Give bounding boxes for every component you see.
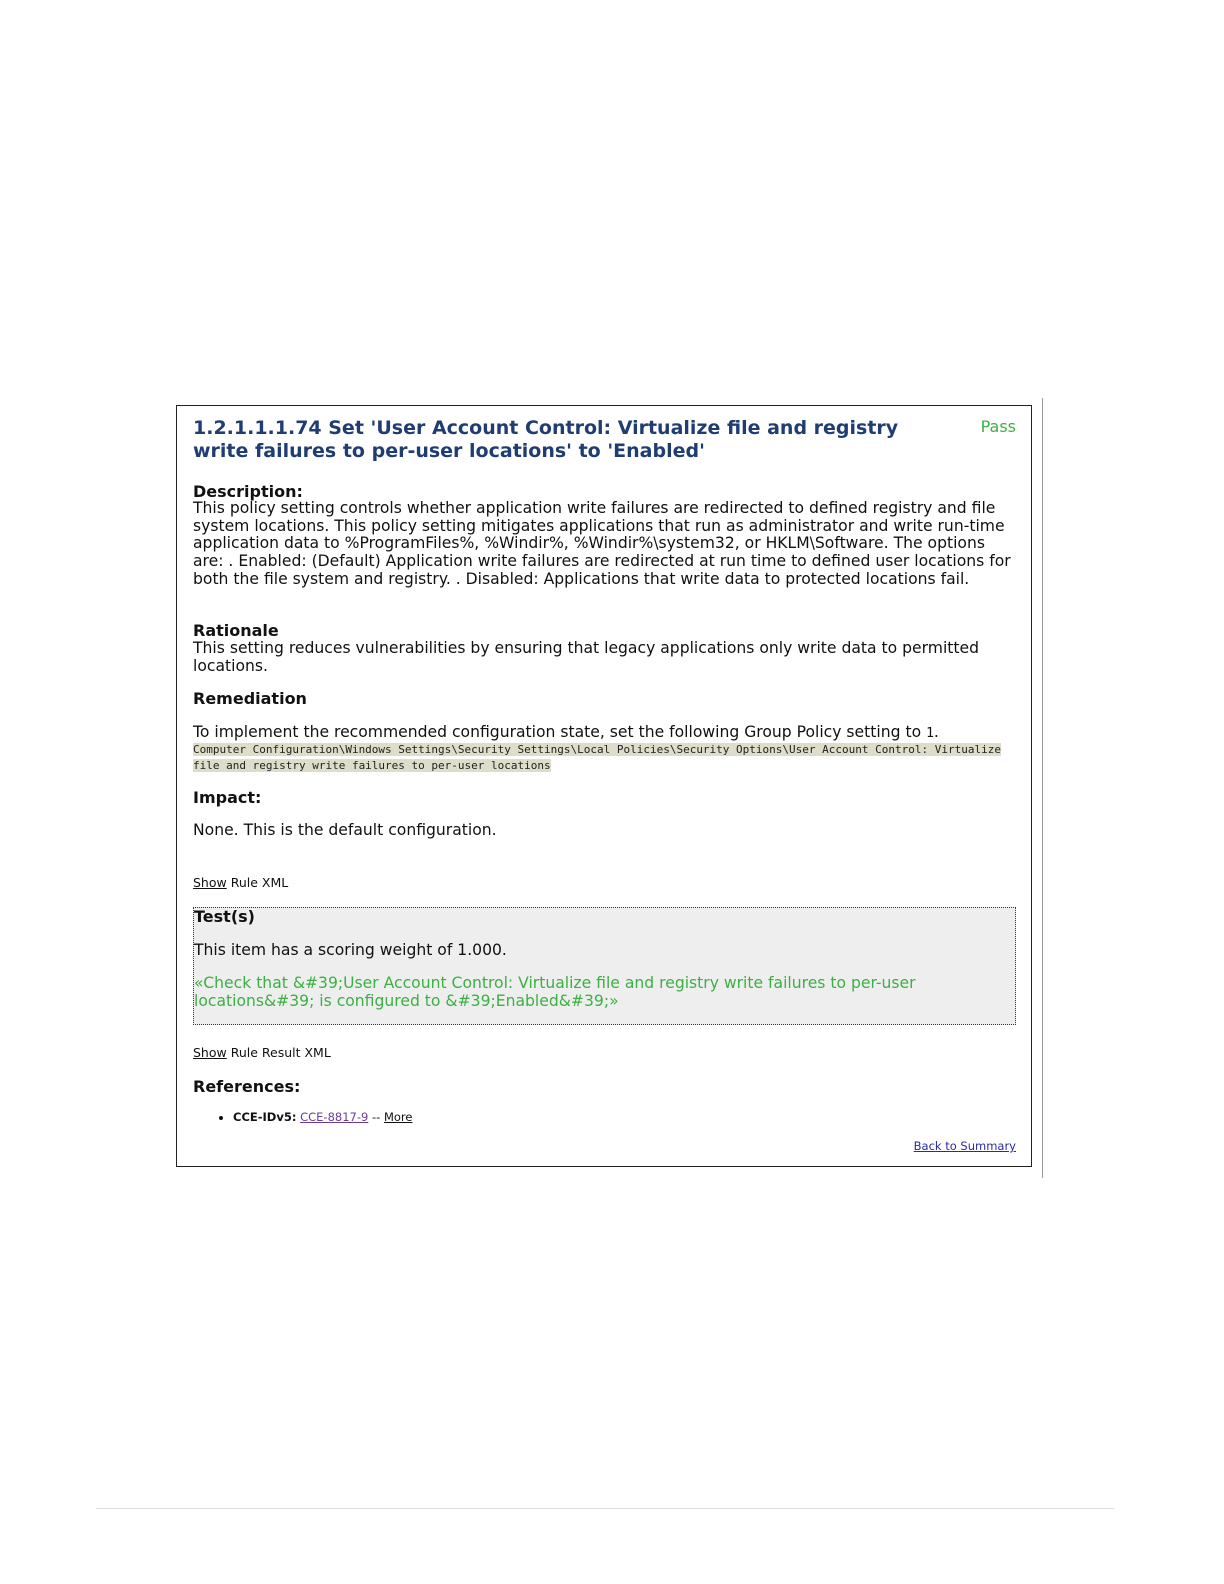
rationale-heading: Rationale (193, 621, 279, 640)
footer-divider (96, 1508, 1114, 1509)
impact-text: None. This is the default configuration. (193, 821, 497, 839)
rule-result-content (193, 406, 1016, 1166)
tests-heading: Test(s) (194, 907, 255, 926)
remediation-value: 1 (926, 726, 934, 741)
remediation-period: . (933, 723, 939, 741)
rule-result-xml-label: Rule Result XML (230, 1045, 331, 1060)
group-policy-path (193, 742, 1013, 774)
group-policy-path-text: Computer Configuration\Windows Settings\Security Settings\Local Policies\Security Options\User Account Control: Virtualize file and registry write failures to per-user locations (193, 743, 1001, 772)
back-to-summary-link[interactable]: Back to Summary (913, 1139, 1016, 1153)
description-heading: Description: (193, 482, 303, 501)
scoring-weight-text: This item has a scoring weight of 1.000. (194, 941, 507, 959)
rule-result-xml-toggle (193, 1045, 331, 1061)
show-rule-xml-link[interactable]: Show (193, 875, 227, 890)
more-link[interactable]: More (383, 1110, 413, 1124)
right-divider (1042, 398, 1043, 1178)
rule-title: 1.2.1.1.1.74 Set 'User Account Control: Virtualize file and registry write failures to per-user locations' to 'Enabled' (193, 417, 899, 462)
references-heading: References: (193, 1077, 301, 1096)
status-badge: Pass (980, 417, 1016, 436)
cce-reference-link[interactable]: CCE-8817-9 (300, 1110, 369, 1124)
check-text: «Check that &#39;User Account Control: Virtualize file and registry write failures to per-user locations&#39; is configured to &#39;Enabled&#39;» (194, 974, 916, 1010)
remediation-text (193, 724, 1016, 743)
description-text: This policy setting controls whether application write failures are redirected to defined registry and file system locations. This policy setting mitigates applications that run as administrator and write run-time application data to %ProgramFiles%, %Windir%, %Windir%\system32, or HKLM\Software. The options are: . Enabled: (Default) Application write failures are redirected at run time to defined user locations for both the file system and registry. . Disabled: Applications that write data to protected locations fail. (193, 499, 1011, 588)
impact-heading: Impact: (193, 788, 262, 807)
reference-id-label: CCE-IDv5: (233, 1110, 297, 1124)
tests-panel (193, 907, 1016, 1025)
remediation-instruction: To implement the recommended configuration state, set the following Group Policy setting to (193, 723, 927, 741)
references-list (193, 1109, 412, 1125)
rule-xml-label: Rule XML (230, 875, 289, 890)
show-rule-result-xml-link[interactable]: Show (193, 1045, 227, 1060)
list-item (233, 1109, 412, 1125)
rule-result-panel (176, 405, 1032, 1167)
reference-separator: -- (371, 1110, 381, 1124)
remediation-heading: Remediation (193, 689, 307, 708)
rule-xml-toggle (193, 875, 288, 891)
rationale-text: This setting reduces vulnerabilities by ensuring that legacy applications only write data to permitted locations. (193, 639, 980, 675)
